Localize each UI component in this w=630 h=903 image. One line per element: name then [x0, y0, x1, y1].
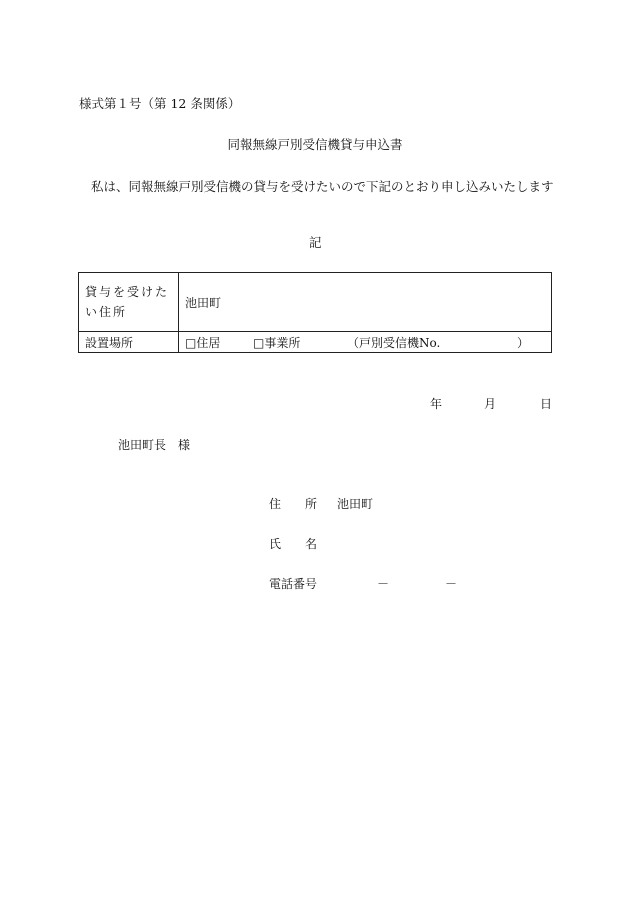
receiver-number-label: （戸別受信機No.	[347, 336, 441, 350]
applicant-phone-label: 電話番号	[269, 577, 318, 591]
business-checkbox[interactable]: □事業所	[253, 336, 301, 350]
applicant-address-label: 住 所	[269, 497, 318, 511]
ki-heading: 記	[309, 235, 322, 250]
receiver-number-close: ）	[517, 336, 530, 350]
application-table	[78, 272, 552, 353]
place-label-cell	[79, 332, 179, 353]
applicant-name-label: 氏 名	[269, 537, 318, 551]
place-row	[79, 332, 552, 353]
date-day-label: 日	[540, 397, 553, 411]
recipient-line: 池田町長 様	[118, 438, 191, 452]
applicant-address-value: 池田町	[337, 497, 374, 511]
phone-separator-1: －	[377, 577, 390, 591]
residence-checkbox[interactable]: □住居	[185, 336, 221, 350]
place-options-cell	[179, 332, 552, 353]
document-title: 同報無線戸別受信機貸与申込書	[227, 137, 403, 152]
address-label-cell	[79, 273, 179, 332]
address-label: 貸与を受けたい住所	[85, 285, 170, 319]
address-value-cell[interactable]	[179, 273, 552, 332]
address-row	[79, 273, 552, 332]
address-value: 池田町	[185, 295, 222, 310]
date-month-label: 月	[484, 397, 497, 411]
form-number: 様式第１号（第 12 条関係）	[79, 96, 241, 111]
place-label: 設置場所	[85, 335, 134, 350]
phone-separator-2: －	[445, 577, 458, 591]
application-statement: 私は、同報無線戸別受信機の貸与を受けたいので下記のとおり申し込みいたします	[91, 179, 554, 194]
date-year-label: 年	[430, 397, 443, 411]
